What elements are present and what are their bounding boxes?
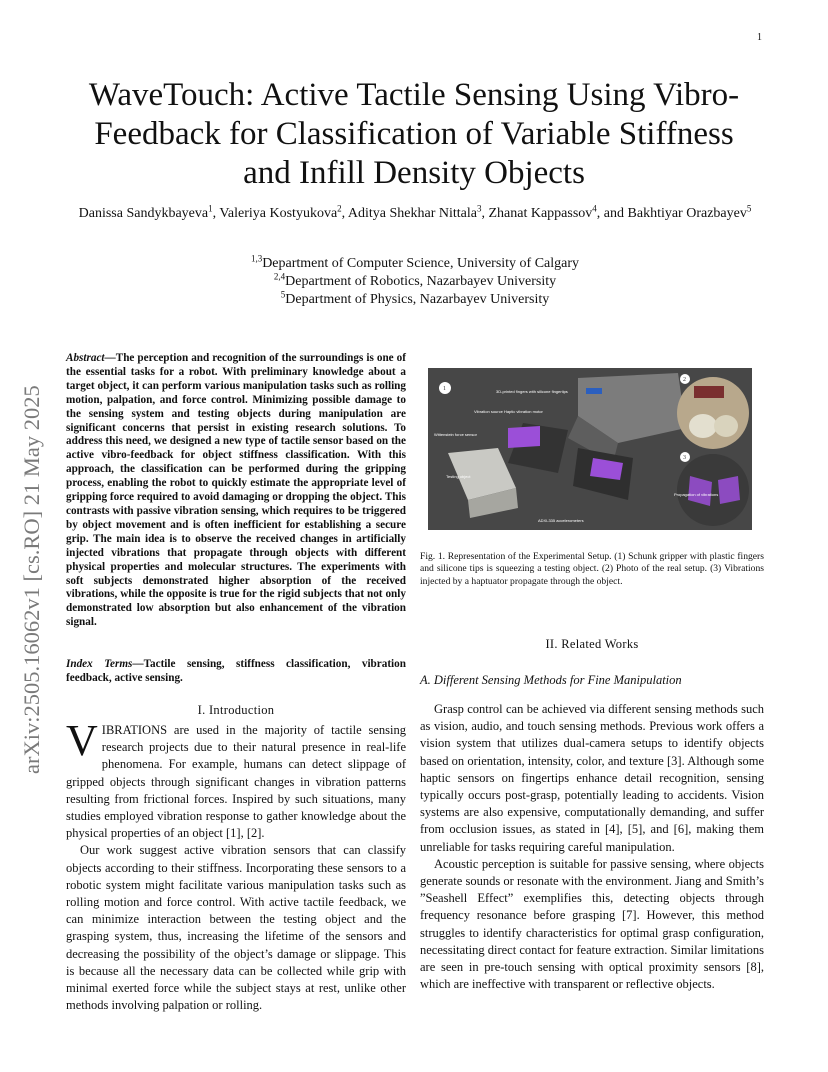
figure-num-1: 1 [443, 386, 446, 392]
intro-paragraph-1 [66, 716, 406, 842]
affiliation-line [200, 291, 630, 309]
page-number: 1 [757, 32, 762, 43]
affiliation-text: Department of Robotics, Nazarbayev University [285, 274, 557, 289]
intro-paragraph-2: Our work suggest active vibration sensors that can classify objects according to their stiffness. Incorporating these sensors to a robotic system might facilitate various manipulation tasks such as rolling motion and force control. With active tactile feedback, we can minimize interaction between the testing object and the grasping system, thus, increasing the lifetime of the sensors and decreasing the possibility of the object’s damage or slippage. This is because all the necessary data can be collected while grip with minimal exerted force while the subject stays at rest, unlike other methods involving palpation or rolling. [66, 843, 406, 1013]
figure-label-fingers: 3D-printed fingers with silicone fingertips [496, 389, 568, 394]
abstract [66, 352, 406, 630]
figure-label-object: Testing object [446, 474, 471, 479]
related-paragraph-1: Grasp control can be achieved via different sensing methods such as vision, audio, and touch sensing methods. Previous work offers a vision system that utilizes dual-camera setups to identify objects based on orientation, intensity, color, and texture [3]. Although some haptic sensors on fingertips enhance detail recognition, sensing typically occurs post-grasp, potentially leading to accidents. Vision systems are also expensive, computationally demanding, and suffer from occlusion issues, as stated in [4], [5], and [6], making them unreliable for tasks requiring careful manipulation. [420, 702, 764, 854]
arxiv-stamp[interactable] [8, 300, 48, 780]
affiliation-text: Department of Computer Science, University of Calgary [262, 256, 580, 271]
author-superscript: 2 [337, 203, 342, 214]
affiliation-superscript: 1,3 [250, 253, 263, 264]
figure-label-vibration: Vibration source Haptic vibration motor [474, 409, 543, 414]
index-terms-text: —Tactile sensing, stiffness classification, vibration feedback, active sensing. [66, 658, 406, 684]
figure-num-2: 2 [683, 377, 686, 383]
author-superscript: 4 [592, 203, 597, 214]
abstract-lead: Abstract [66, 352, 105, 364]
figure-label-accelerometers: ADXL335 accelerometers [538, 518, 584, 523]
abstract-text: —The perception and recognition of the surroundings is one of the essential tasks for a robot. With preliminary knowledge about a target object, it can perform various manipulation tasks such as rolling motion, palpation, and force control. Minimizing possible damage to the sensing system and testing objects during manipulation are significant concerns that persist in existing research solutions. To address this need, we designed a new type of tactile sensor based on the active vibro-feedback for object stiffness classification. With this approach, the classification can be performed during the gripping process, enabling the robot to quickly estimate the appropriate level of gripping force required to avoid damaging or dropping the object. This contrasts with passive vibration sensing, which requires to be triggered by object movement and is often inefficient for establishing a secure grip. The main idea is to observe the received changes in artificially injected vibrations that propagate through objects with different physical properties and molecular structures. The experiments with soft subjects demonstrated higher absorption of the received vibrations, while the opposite is true for the rigid subjects that not only demonstrated low absorption but also enhancement of the vibration signal. [66, 352, 406, 629]
author-name: Zhanat Kappassov [488, 206, 593, 221]
introduction-body [66, 716, 406, 1014]
author-superscript: 3 [476, 203, 482, 214]
related-paragraph-2: Acoustic perception is suitable for passive sensing, where objects generate sounds or resonate with the environment. Jiang and Smith’s ”Seashell Effect” exemplifies this, detecting objects through frequency resonance before grasping [7]. However, this method struggles to identify characteristics for optimal grasp configuration, necessitating direct contact for feature extraction. Similar limitations are seen in pre-touch sensing with optical proximity sensors [8], which are ineffective with transparent or reflective objects. [420, 856, 764, 992]
author-superscript: 5 [746, 203, 752, 214]
author-list [70, 204, 760, 224]
author-separator: , [212, 206, 220, 221]
affiliations [200, 255, 630, 309]
author-separator: , [341, 206, 348, 221]
figure-label-propagation: Propagation of vibrations [674, 492, 719, 497]
figure-num-3: 3 [683, 455, 686, 461]
author-separator: , [481, 206, 489, 221]
author-name: Aditya Shekhar Nittala [347, 206, 477, 221]
index-terms-lead: Index Terms [66, 658, 133, 670]
author-name: Valeriya Kostyukova [219, 206, 338, 221]
section-heading-related-works: II. Related Works [545, 637, 639, 651]
related-works-body [420, 701, 764, 993]
affiliation-superscript: 5 [280, 289, 286, 300]
figure-label-force-sensor: Wittenstein force sensor [434, 432, 477, 437]
affiliation-text: Department of Physics, Nazarbayev University [285, 292, 550, 307]
affiliation-line [200, 255, 630, 273]
figure-1-caption: Fig. 1. Representation of the Experimental Setup. (1) Schunk gripper with plastic fingers and silicone tips is squeezing a testing object. (2) Photo of the real setup. (3) Vibrations injected by a haptuator propagate through the object. [420, 551, 764, 587]
intro-paragraph-1-text: IBRATIONS are used in the majority of tactile sensing research projects due to their natural presence in real-life phenomena. For example, humans can detect slippage of gripped objects through significant changes in vibration patterns resulting from frictional forces. Inspired by such situations, many studies employed vibration response to gather knowledge about the physical properties of an object [1], [2]. [66, 723, 406, 841]
author-name: Bakhtiyar Orazbayev [627, 206, 747, 221]
author-superscript: 1 [208, 203, 213, 214]
drop-cap: V [66, 716, 98, 765]
index-terms [66, 658, 406, 686]
paper-title: WaveTouch: Active Tactile Sensing Using Vibro-Feedback for Classification of Variable Stiffness and Infill Density Objects [88, 77, 740, 191]
figure-1-image [428, 368, 752, 530]
affiliation-superscript: 2,4 [273, 271, 286, 282]
section-heading-introduction: I. Introduction [197, 703, 275, 717]
subsection-heading: A. Different Sensing Methods for Fine Manipulation [420, 673, 682, 687]
affiliation-line [200, 273, 630, 291]
author-separator: , and [596, 206, 628, 221]
author-name: Danissa Sandykbayeva [78, 206, 209, 221]
arxiv-stamp-text: arXiv:2505.16062v1 [cs.RO] 21 May 2025 [19, 385, 44, 774]
